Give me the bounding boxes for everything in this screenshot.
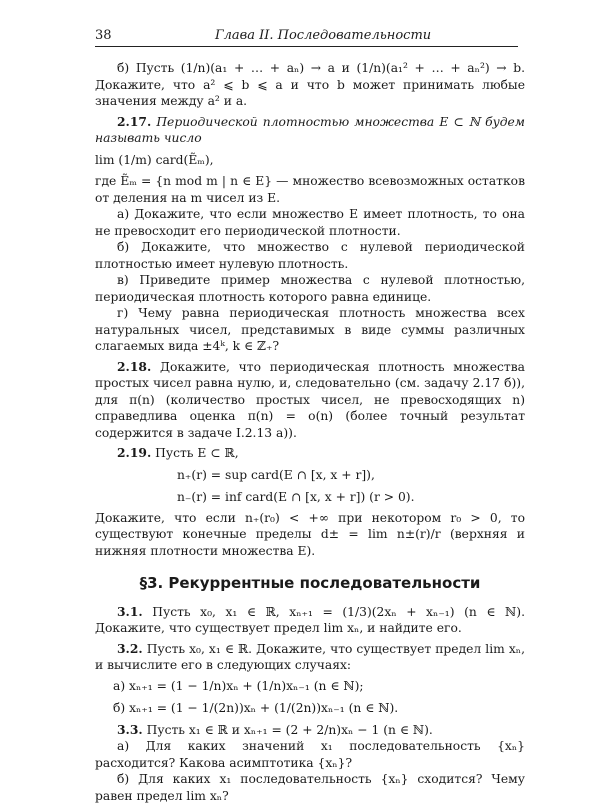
formula-n-minus: [177, 488, 525, 506]
text-body: [95, 60, 525, 804]
formula-3-2b: б) xₙ₊₁ = (1 − 1/(2n))xₙ + (1/(2n))xₙ₋₁ (n ∈ ℕ).: [113, 700, 399, 715]
problem-3-2: [95, 641, 525, 674]
section-heading: §3. Рекуррентные последовательности: [139, 574, 481, 592]
formula-periodic-density: lim (1/m) card(Ẽₘ),: [95, 152, 214, 167]
problem-2-17: [95, 114, 525, 147]
problem-number: 3.1.: [117, 603, 143, 619]
formula-text: n₋(r) = inf card(E ∩ [x, x + r]) (r > 0).: [177, 489, 415, 504]
problem-2-17c: в) Приведите пример множества с нулевой плотностью, периодическая плотность которого равна единице.: [95, 273, 525, 304]
problem-2-18: [95, 359, 525, 442]
problem-text: Пусть E ⊂ ℝ,: [155, 446, 239, 460]
paragraph: Докажите, что если n₊(r₀) < +∞ при некотором r₀ > 0, то существуют конечные пределы d± = lim n±(r)/r (верхняя и нижняя плотности множества E).: [95, 510, 525, 558]
problem-number: 3.2.: [117, 640, 143, 656]
problem-2-19: [95, 445, 525, 462]
running-header: [95, 26, 518, 47]
problem-number: 3.3.: [117, 721, 143, 737]
problem-text: Периодической плотностью множества E ⊂ ℕ будем называть число: [95, 114, 525, 145]
formula-n-plus: [177, 466, 525, 484]
problem-2-17d: г) Чему равна периодическая плотность множества всех натуральных чисел, представимых в виде суммы различных слагаемых вида ±4ᵏ, k ∈ ℤ₊?: [95, 306, 525, 353]
problem-text: Пусть x₁ ∈ ℝ и xₙ₊₁ = (2 + 2/n)xₙ − 1 (n ∈ ℕ).: [146, 722, 433, 737]
chapter-title: Глава II. Последовательности: [215, 28, 432, 43]
problem-number: 2.18.: [117, 358, 152, 374]
page-number: 38: [95, 28, 112, 43]
problem-text: Пусть x₀, x₁ ∈ ℝ, xₙ₊₁ = (1/3)(2xₙ + xₙ₋₁) (n ∈ ℕ). Докажите, что существует предел lim xₙ, и найдите его.: [95, 604, 525, 635]
problem-3-3a: а) Для каких значений x₁ последовательность {xₙ} расходится? Какова асимптотика {xₙ}?: [95, 739, 525, 770]
problem-3-3b: б) Для каких x₁ последовательность {xₙ} сходится? Чему равен предел lim xₙ?: [95, 772, 525, 803]
problem-2-17a: а) Докажите, что если множество E имеет плотность, то она не превосходит его периодической плотности.: [95, 207, 525, 238]
problem-3-1: [95, 604, 525, 637]
problem-text: Докажите, что периодическая плотность множества простых чисел равна нулю, и, следовательно (см. задачу 2.17 б)), для π(n) (количество простых чисел, не превосходящих n) справедлива оценка π(n) = o(n) (более точный результат содержится в задаче I.2.13 а)).: [95, 359, 525, 440]
problem-3-3: [95, 722, 525, 739]
formula-text: n₊(r) = sup card(E ∩ [x, x + r]),: [177, 467, 375, 482]
problem-2-16b: б) Пусть (1/n)(a₁ + … + aₙ) → a и (1/n)(a₁² + … + aₙ²) → b. Докажите, что a² ⩽ b ⩽ a и что b может принимать любые значения между a² и a.: [95, 61, 525, 108]
problem-number: 2.19.: [117, 445, 152, 460]
problem-2-17b: б) Докажите, что множество с нулевой периодической плотностью имеет нулевую плотность.: [95, 240, 525, 271]
formula-3-2a: а) xₙ₊₁ = (1 − 1/n)xₙ + (1/n)xₙ₋₁ (n ∈ ℕ);: [113, 678, 364, 693]
problem-number: 2.17.: [117, 113, 152, 129]
paragraph: где Ẽₘ = {n mod m | n ∈ E} — множество всевозможных остатков от деления на m чисел из E.: [95, 174, 525, 205]
problem-text: Пусть x₀, x₁ ∈ ℝ. Докажите, что существует предел lim xₙ, и вычислите его в следующих случаях:: [95, 641, 525, 672]
